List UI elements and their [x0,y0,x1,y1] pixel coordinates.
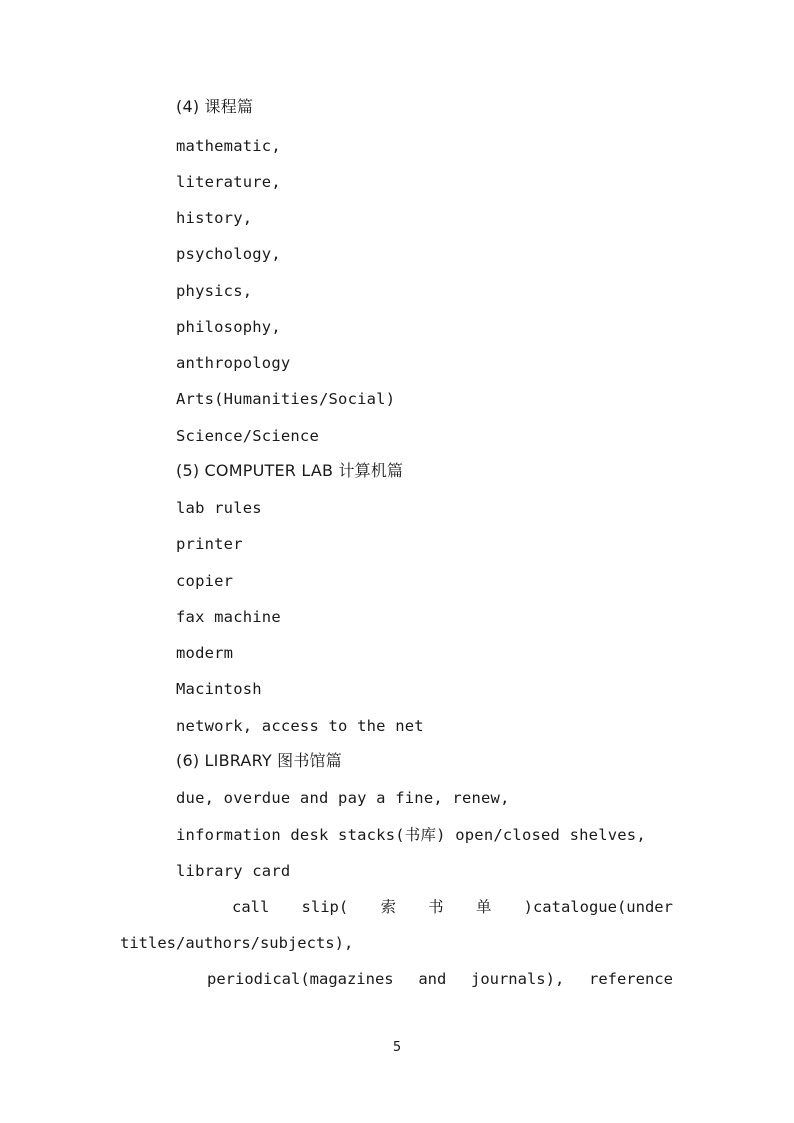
section-heading-computer-lab: (5) COMPUTER LAB 计算机篇 [176,461,404,480]
list-item: due, overdue and pay a fine, renew, [176,789,510,807]
call-slip-line [232,897,673,917]
periodical-word: reference [588,970,673,988]
call-slip-word: slip( [301,898,349,916]
list-item: Arts(Humanities/Social) [176,390,396,408]
list-item: philosophy, [176,318,281,336]
list-item: copier [176,572,234,590]
list-item: library card [176,862,291,880]
section-heading-library: (6) LIBRARY 图书馆篇 [176,751,342,770]
periodical-word: journals), [470,970,565,988]
list-item: history, [176,209,253,227]
call-slip-word: 索 [380,898,396,916]
call-slip-word: 书 [428,898,444,916]
call-slip-continued: titles/authors/subjects), [120,934,354,952]
list-item: Macintosh [176,680,262,698]
list-item: printer [176,535,243,553]
call-slip-word: )catalogue(under [523,898,673,916]
list-item: mathematic, [176,137,281,155]
call-slip-word: 单 [475,898,492,916]
list-item: lab rules [176,499,262,517]
page-number: 5 [392,1040,402,1055]
call-slip-word: call [232,898,270,916]
list-item: moderm [176,644,234,662]
list-item: anthropology [176,354,291,372]
list-item: Science/Science [176,427,319,445]
periodical-word: and [418,970,447,988]
periodical-word: periodical(magazines [207,970,394,988]
list-item: literature, [176,173,281,191]
list-item: fax machine [176,608,281,626]
section-heading-courses: (4) 课程篇 [176,97,254,116]
list-item: psychology, [176,245,281,263]
list-item: information desk stacks(书库) open/closed shelves, [176,826,646,844]
list-item: network, access to the net [176,717,424,735]
list-item: physics, [176,282,253,300]
periodical-line [207,969,673,989]
